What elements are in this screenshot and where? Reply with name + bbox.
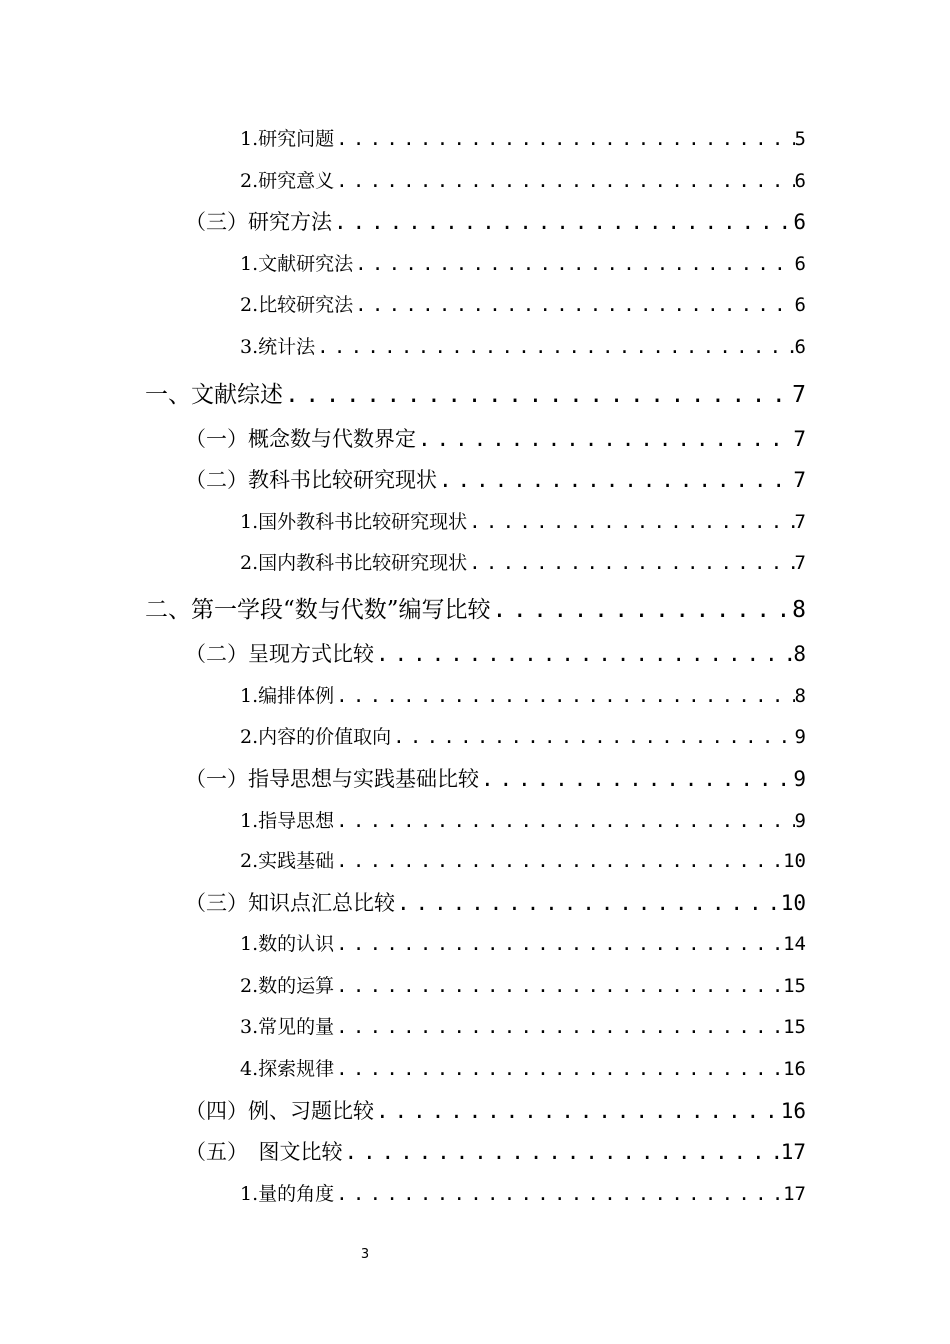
toc-entry-page: 16 (780, 1099, 806, 1123)
toc-entry-page: 9 (794, 810, 806, 832)
toc-leader-dots (467, 511, 794, 533)
toc-leader-dots (334, 170, 794, 192)
toc-leader-dots (334, 975, 783, 997)
toc-entry-page: 8 (793, 642, 806, 666)
toc-entry-page: 6 (794, 170, 806, 192)
toc-entry[interactable] (185, 887, 806, 917)
toc-entry-title: 2.实践基础 (240, 850, 335, 872)
toc-entry[interactable] (240, 1179, 806, 1206)
toc-entry-title: 2.数的运算 (240, 975, 335, 997)
toc-leader-dots (374, 1099, 781, 1123)
toc-entry-page: 6 (794, 253, 806, 275)
toc-entry[interactable] (185, 1136, 806, 1166)
toc-entry-page: 6 (793, 210, 806, 234)
toc-entry-title: （四）例、习题比较 (185, 1099, 374, 1123)
toc-entry[interactable] (240, 1012, 806, 1039)
toc-entry-title: 3.常见的量 (240, 1016, 335, 1038)
toc-entry-title: （二）教科书比较研究现状 (185, 468, 437, 492)
toc-entry-title: （三）研究方法 (185, 210, 332, 234)
toc-entry[interactable] (185, 638, 806, 668)
toc-entry[interactable] (240, 290, 806, 317)
toc-entry-title: （五） 图文比较 (185, 1140, 343, 1164)
toc-entry-title: （一）指导思想与实践基础比较 (185, 767, 479, 791)
page-number: 3 (360, 1247, 370, 1262)
toc-entry-title: （三）知识点汇总比较 (185, 891, 395, 915)
toc-entry[interactable] (185, 1095, 806, 1125)
toc-entry-page: 7 (794, 552, 806, 574)
toc-entry[interactable] (240, 929, 806, 956)
toc-leader-dots (353, 253, 794, 275)
toc-entry[interactable] (240, 1054, 806, 1081)
toc-entry[interactable] (240, 971, 806, 998)
toc-leader-dots (479, 767, 793, 791)
toc-entry-page: 6 (794, 294, 806, 316)
toc-entry[interactable] (240, 722, 806, 749)
toc-entry[interactable] (145, 376, 806, 409)
toc-entry[interactable] (185, 763, 806, 793)
toc-entry-title: 1.指导思想 (240, 810, 335, 832)
toc-leader-dots (334, 1183, 783, 1205)
toc-entry-page: 7 (793, 468, 806, 492)
toc-entry[interactable] (240, 332, 806, 359)
toc-entry[interactable] (240, 166, 806, 193)
toc-entry-page: 10 (780, 891, 806, 915)
toc-entry-page: 7 (794, 511, 806, 533)
toc-entry[interactable] (145, 591, 806, 624)
toc-entry[interactable] (240, 846, 806, 873)
toc-entry-title: 1.研究问题 (240, 128, 335, 150)
toc-entry-page: 16 (783, 1058, 806, 1080)
toc-entry-page: 8 (792, 597, 806, 623)
toc-entry-page: 8 (794, 685, 806, 707)
toc-entry-title: 一、文献综述 (145, 382, 283, 408)
toc-entry-page: 15 (783, 1016, 806, 1038)
toc-entry-page: 10 (783, 850, 806, 872)
toc-entry-title: 1.量的角度 (240, 1183, 335, 1205)
toc-leader-dots (374, 642, 793, 666)
toc-entry-page: 17 (780, 1140, 806, 1164)
toc-entry[interactable] (185, 206, 806, 236)
toc-entry-title: 1.数的认识 (240, 933, 335, 955)
toc-leader-dots (416, 427, 793, 451)
toc-leader-dots (437, 468, 793, 492)
toc-entry-title: 2.内容的价值取向 (240, 726, 392, 748)
toc-leader-dots (334, 850, 783, 872)
toc-leader-dots (343, 1140, 781, 1164)
toc-entry-title: 2.国内教科书比较研究现状 (240, 552, 468, 574)
toc-leader-dots (353, 294, 794, 316)
toc-entry-title: 二、第一学段“数与代数”编写比较 (145, 597, 491, 623)
toc-leader-dots (315, 336, 794, 358)
toc-entry-page: 14 (783, 933, 806, 955)
toc-entry-page: 15 (783, 975, 806, 997)
toc-entry[interactable] (240, 806, 806, 833)
toc-leader-dots (332, 210, 793, 234)
toc-entry-title: 2.比较研究法 (240, 294, 354, 316)
toc-leader-dots (467, 552, 794, 574)
toc-entry-title: 4.探索规律 (240, 1058, 335, 1080)
toc-entry-page: 9 (793, 767, 806, 791)
toc-entry[interactable] (240, 681, 806, 708)
toc-entry-title: （二）呈现方式比较 (185, 642, 374, 666)
toc-entry-page: 17 (783, 1183, 806, 1205)
toc-entry-title: 1.编排体例 (240, 685, 335, 707)
toc-leader-dots (391, 726, 794, 748)
toc-entry[interactable] (240, 507, 806, 534)
toc-entry-page: 7 (793, 427, 806, 451)
toc-entry-title: 3.统计法 (240, 336, 316, 358)
toc-entry[interactable] (185, 423, 806, 453)
toc-leader-dots (334, 685, 794, 707)
toc-entry-page: 7 (792, 382, 806, 408)
toc-leader-dots (491, 597, 793, 623)
toc-entry-title: 1.文献研究法 (240, 253, 354, 275)
toc-entry[interactable] (185, 464, 806, 494)
toc-leader-dots (334, 1058, 783, 1080)
toc-entry-page: 6 (794, 336, 806, 358)
toc-entry-page: 5 (794, 128, 806, 150)
toc-leader-dots (334, 128, 794, 150)
toc-leader-dots (334, 810, 794, 832)
toc-entry-title: 1.国外教科书比较研究现状 (240, 511, 468, 533)
toc-entry-title: 2.研究意义 (240, 170, 335, 192)
toc-entry[interactable] (240, 249, 806, 276)
toc-leader-dots (283, 382, 792, 408)
toc-entry[interactable] (240, 124, 806, 151)
toc-leader-dots (334, 1016, 783, 1038)
toc-leader-dots (334, 933, 783, 955)
toc-entry[interactable] (240, 548, 806, 575)
toc-leader-dots (395, 891, 781, 915)
toc-entry-title: （一）概念数与代数界定 (185, 427, 416, 451)
toc-entry-page: 9 (794, 726, 806, 748)
